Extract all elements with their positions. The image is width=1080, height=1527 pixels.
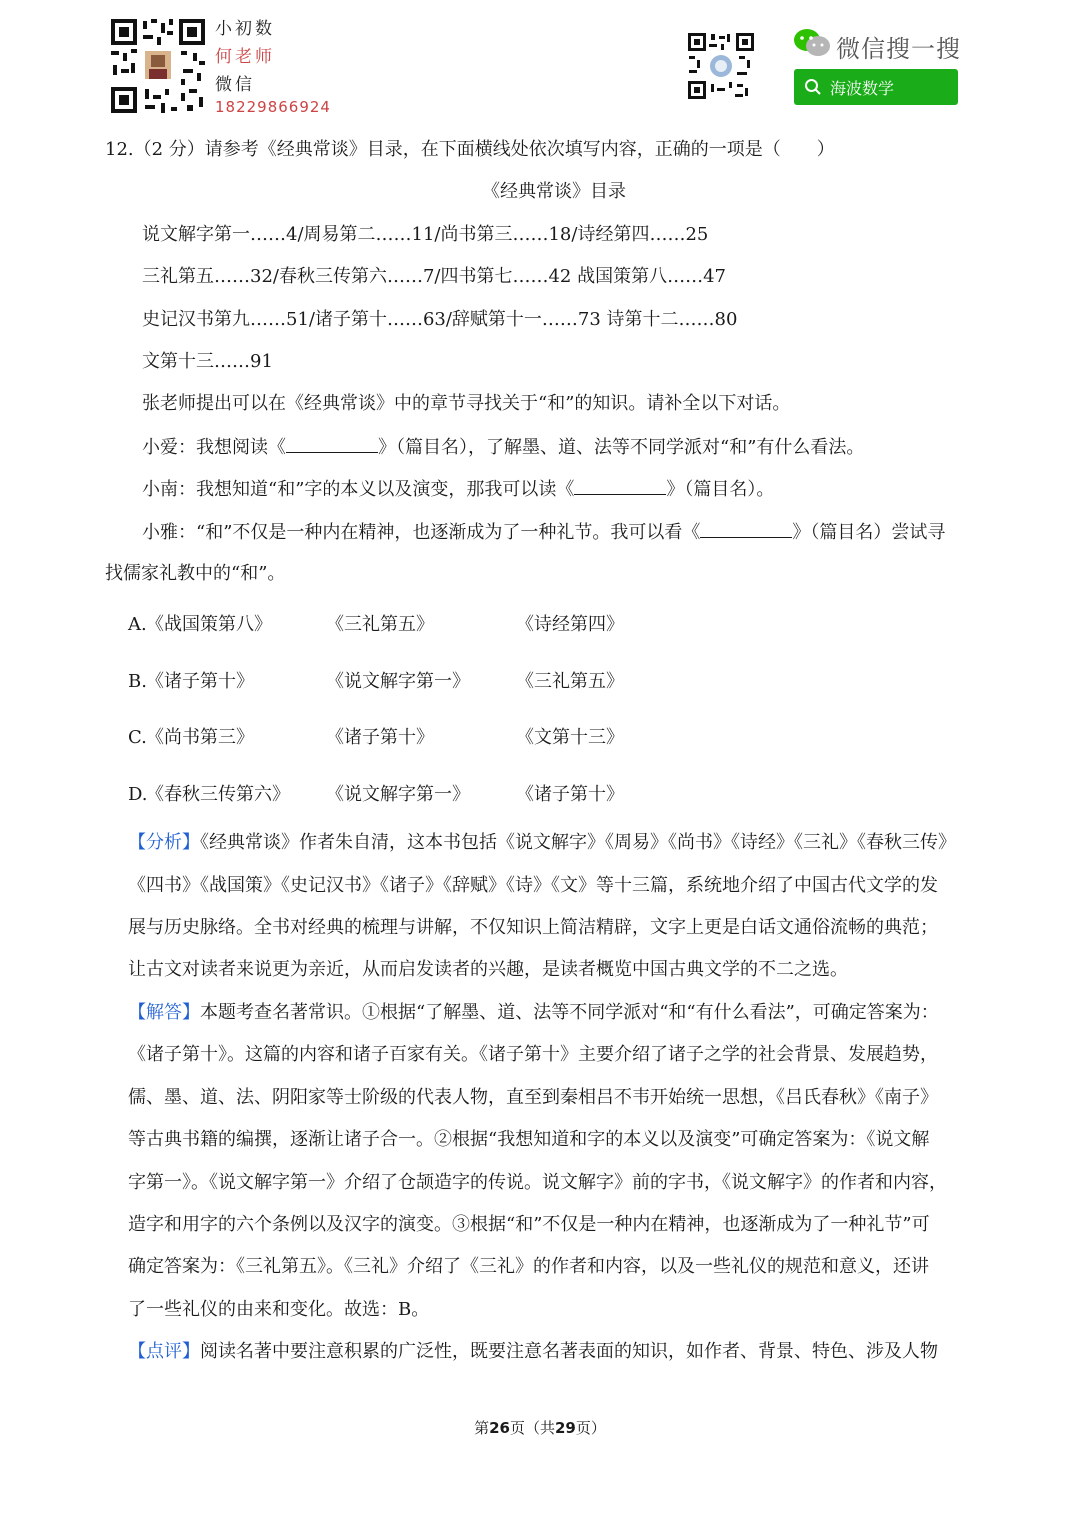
answer-line: 造字和用字的六个条例以及汉字的演变。③根据“和”不仅是一种内在精神，也逐渐成为了一种礼节”可 bbox=[128, 1214, 930, 1235]
answer-tag: 【解答】 bbox=[128, 1002, 200, 1023]
analysis-line: 【分析】《经典常谈》作者朱自清，这本书包括《说文解字》《周易》《尚书》《诗经》《三礼》《春秋三传》 bbox=[128, 832, 956, 853]
toc-line: 史记汉书第九……51/诸子第十……63/辞赋第十一……73 诗第十二……80 bbox=[142, 309, 738, 330]
answer-line: 【解答】本题考查名著常识。①根据“了解墨、道、法等不同学派对“和“有什么看法”，可确定答案为： bbox=[128, 1002, 939, 1023]
current-page-number: 26 bbox=[489, 1419, 510, 1437]
search-icon bbox=[804, 78, 822, 96]
comment-tag: 【点评】 bbox=[128, 1341, 200, 1362]
contact-qr-code bbox=[109, 17, 207, 115]
wechat-qr-code bbox=[687, 32, 755, 100]
handwritten-phone: 18229866924 bbox=[215, 98, 331, 116]
wechat-search-title: 微信搜一搜 bbox=[836, 35, 961, 63]
answer-line: 《诸子第十》。这篇的内容和诸子百家有关。《诸子第十》主要介绍了诸子之学的社会背景、发展趋势， bbox=[128, 1044, 938, 1065]
toc-title: 《经典常谈》目录 bbox=[482, 181, 626, 202]
handwritten-grade: 小初数 bbox=[215, 19, 275, 39]
wechat-search-button-label: 海波数学 bbox=[830, 78, 895, 98]
question-intro: 张老师提出可以在《经典常谈》中的章节寻找关于“和”的知识。请补全以下对话。 bbox=[142, 393, 791, 414]
question-stem: 12.（2 分）请参考《经典常谈》目录，在下面横线处依次填写内容，正确的一项是（ ） bbox=[105, 139, 835, 160]
dialogue-xiaonan: 小南：我想知道“和”字的本义以及演变，那我可以读《 》（篇目名）。 bbox=[142, 479, 775, 500]
answer-line: 确定答案为：《三礼第五》。《三礼》介绍了《三礼》的作者和内容，以及一些礼仪的规范和意义，还讲 bbox=[128, 1256, 929, 1277]
analysis-line: 展与历史脉络。全书对经典的梳理与讲解，不仅知识上简洁精辟，文字上更是白话文通俗流畅的典范； bbox=[128, 917, 938, 938]
dialogue-xiaoai: 小爱：我想阅读《 》（篇目名），了解墨、道、法等不同学派对“和”有什么看法。 bbox=[142, 437, 865, 458]
answer-blank[interactable] bbox=[574, 478, 666, 495]
analysis-line: 《四书》《战国策》《史记汉书》《诸子》《辞赋》《诗》《文》等十三篇，系统地介绍了中国古代文学的发 bbox=[128, 875, 938, 896]
wechat-search-button[interactable] bbox=[794, 69, 958, 105]
answer-line: 等古典书籍的编撰，逐渐让诸子合一。②根据“我想知道和字的本义以及演变”可确定答案为：《说文解 bbox=[128, 1129, 930, 1150]
analysis-tag: 【分析】 bbox=[128, 832, 200, 853]
answer-blank[interactable] bbox=[286, 436, 378, 453]
dialogue-xiaoya-continued: 找儒家礼教中的“和”。 bbox=[105, 563, 286, 584]
handwritten-wechat: 微信 bbox=[215, 75, 255, 95]
page-footer: 第26页（共29页） bbox=[474, 1419, 606, 1437]
toc-line: 三礼第五……32/春秋三传第六……7/四书第七……42 战国策第八……47 bbox=[142, 266, 727, 287]
dialogue-xiaoya: 小雅：“和”不仅是一种内在精神，也逐渐成为了一种礼节。我可以看《 》（篇目名）尝试寻 bbox=[142, 522, 946, 543]
wechat-logo-icon bbox=[793, 28, 831, 58]
analysis-line: 让古文对读者来说更为亲近，从而启发读者的兴趣，是读者概览中国古典文学的不二之选。 bbox=[128, 959, 848, 980]
handwritten-teacher-name: 何老师 bbox=[215, 47, 275, 67]
answer-line: 字第一》。《说文解字第一》介绍了仓颉造字的传说。说文解字》前的字书，《说文解字》的作者和内容， bbox=[128, 1172, 947, 1193]
comment-line: 【点评】阅读名著中要注意积累的广泛性，既要注意名著表面的知识，如作者、背景、特色、涉及人物 bbox=[128, 1341, 938, 1362]
toc-line: 说文解字第一……4/周易第二……11/尚书第三……18/诗经第四……25 bbox=[142, 224, 709, 245]
total-page-count: 29 bbox=[555, 1419, 576, 1437]
answer-line: 儒、墨、道、法、阴阳家等士阶级的代表人物，直至到秦相吕不韦开始统一思想，《吕氏春秋》《南子》 bbox=[128, 1087, 938, 1108]
answer-blank[interactable] bbox=[700, 521, 792, 538]
answer-line: 了一些礼仪的由来和变化。故选：B。 bbox=[128, 1299, 430, 1320]
toc-line: 文第十三……91 bbox=[142, 351, 273, 372]
